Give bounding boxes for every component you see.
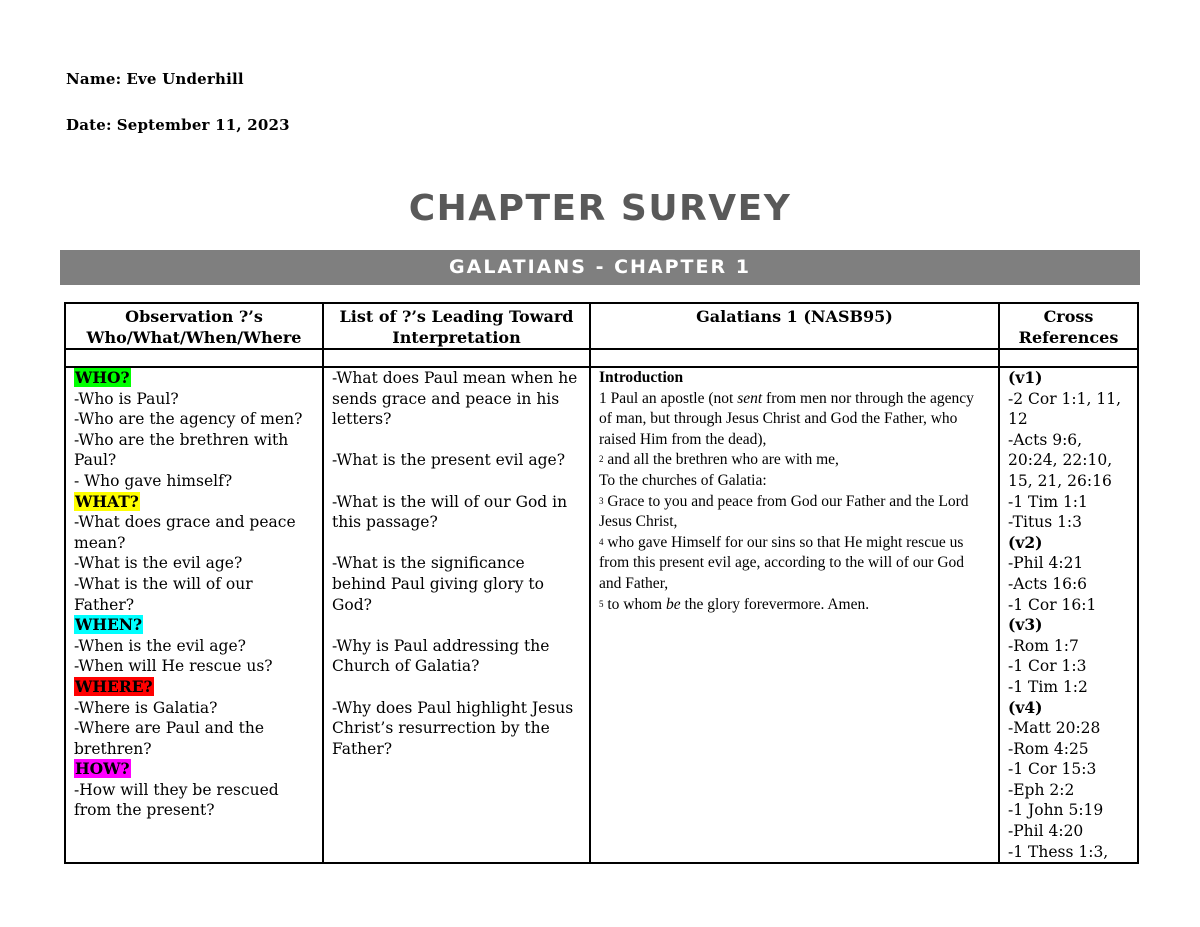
header-observation-line2: Who/What/When/Where: [86, 328, 302, 347]
header-cross-line1: Cross: [1043, 307, 1094, 326]
verse-2-continued: To the churches of Galatia:: [599, 471, 767, 489]
cross-reference: -Phil 4:21: [1008, 554, 1084, 573]
category-label-what: WHAT?: [75, 491, 139, 511]
observation-question: -Who are the brethren with Paul?: [74, 430, 289, 470]
cross-reference: -1 Cor 16:1: [1008, 595, 1097, 614]
verse-reference-label: (v3): [1008, 615, 1043, 635]
question-gap: [332, 677, 581, 698]
spacer-cell: [65, 349, 323, 367]
observation-cell: [65, 367, 323, 863]
observation-question: -When is the evil age?: [74, 636, 246, 655]
cross-reference: -Phil 4:20: [1008, 822, 1084, 841]
cross-reference: -1 Thess 1:3,: [1008, 842, 1109, 861]
table-body-row: [65, 367, 1138, 863]
observation-question: -How will they be rescued from the present?: [74, 780, 279, 820]
question-gap: [332, 430, 581, 451]
cross-references-list: [1008, 368, 1129, 862]
category-label-when: WHEN?: [75, 615, 143, 635]
category-label-how: HOW?: [75, 759, 130, 779]
name-label: Name:: [66, 70, 122, 88]
verse-5: $^5$ to whom be the glory forevermore. Amen.: [599, 595, 870, 613]
survey-table: [64, 302, 1139, 864]
spacer-cell: [323, 349, 590, 367]
header-passage: [590, 303, 999, 349]
observation-question: -What does grace and peace mean?: [74, 513, 296, 552]
header-questions: [323, 303, 590, 349]
category-label-where: WHERE?: [75, 676, 153, 696]
date-line: [66, 116, 290, 134]
verse-reference-label: (v4): [1008, 697, 1043, 717]
spacer-cell: [999, 349, 1138, 367]
table-spacer-row: [65, 349, 1138, 367]
observation-question: -What is the will of our Father?: [74, 574, 253, 614]
questions-list: [332, 368, 581, 759]
table-header-row: [65, 303, 1138, 349]
date-value: September 11, 2023: [116, 116, 290, 134]
question-gap: [332, 471, 581, 492]
observation-question: -Who is Paul?: [74, 389, 179, 408]
cross-reference: -2 Cor 1:1, 11, 12: [1008, 389, 1122, 429]
interpretation-question: -Why is Paul addressing the Church of Galatia?: [332, 636, 550, 676]
cross-reference: -1 Tim 1:2: [1008, 677, 1088, 696]
cross-reference: -Matt 20:28: [1008, 719, 1101, 738]
header-questions-line2: Interpretation: [392, 328, 521, 347]
question-gap: [332, 615, 581, 636]
question-gap: [332, 533, 581, 554]
spacer-cell: [590, 349, 999, 367]
verse-1: 1 Paul an apostle (not sent from men nor through the agency of man, but through Jesus Christ and God the Father, who raised Him from the dead),: [599, 389, 974, 448]
interpretation-question: -What does Paul mean when he sends grace and peace in his letters?: [332, 369, 578, 429]
header-cross-line2: References: [1018, 328, 1119, 347]
interpretation-question: -What is the will of our God in this passage?: [332, 492, 568, 532]
verse-reference-label: (v2): [1008, 532, 1043, 552]
cross-reference: -Acts 16:6: [1008, 574, 1088, 593]
cross-reference: -Eph 2:2: [1008, 780, 1075, 799]
category-label-who: WHO?: [75, 368, 130, 387]
header-questions-line1: List of ?’s Leading Toward: [339, 307, 574, 326]
verse-reference-label: (v1): [1008, 368, 1043, 387]
interpretation-question: -Why does Paul highlight Jesus Christ’s resurrection by the Father?: [332, 698, 574, 758]
header-cross-references: [999, 303, 1138, 349]
cross-reference: -1 Tim 1:1: [1008, 492, 1088, 511]
name-value: Eve Underhill: [126, 70, 244, 88]
questions-cell: [323, 367, 590, 863]
passage-heading: Introduction: [599, 369, 684, 386]
verse-3: $^3$ Grace to you and peace from God our Father and the Lord Jesus Christ,: [599, 492, 969, 531]
cross-references-cell: [999, 367, 1138, 863]
name-line: [66, 70, 244, 88]
observation-question: -Who are the agency of men?: [74, 410, 303, 429]
header-observation: [65, 303, 323, 349]
observation-question: - Who gave himself?: [74, 471, 233, 490]
passage-text: [599, 368, 990, 615]
verse-2: $^2$ and all the brethren who are with me,: [599, 451, 839, 469]
header-observation-line1: Observation ?’s: [125, 307, 263, 326]
interpretation-question: -What is the significance behind Paul giving glory to God?: [332, 554, 544, 614]
passage-cell: [590, 367, 999, 863]
cross-reference: -1 Cor 15:3: [1008, 760, 1097, 779]
cross-reference: -Rom 1:7: [1008, 636, 1079, 655]
cross-reference: -Titus 1:3: [1008, 513, 1083, 532]
observation-question: -What is the evil age?: [74, 554, 243, 573]
date-label: Date:: [66, 116, 112, 134]
observation-question: -When will He rescue us?: [74, 657, 273, 676]
cross-reference: -1 John 5:19: [1008, 801, 1104, 820]
cross-reference: -1 Cor 1:3: [1008, 657, 1087, 676]
observation-question: -Where is Galatia?: [74, 698, 218, 717]
observation-list: [74, 368, 314, 821]
header-passage-line1: Galatians 1 (NASB95): [696, 307, 893, 326]
interpretation-question: -What is the present evil age?: [332, 451, 566, 470]
cross-reference: -Acts 9:6, 20:24, 22:10, 15, 21, 26:16: [1008, 430, 1113, 490]
page-title: CHAPTER SURVEY: [408, 188, 792, 229]
cross-reference: -Rom 4:25: [1008, 739, 1089, 758]
observation-question: -Where are Paul and the brethren?: [74, 719, 265, 758]
chapter-banner: GALATIANS - CHAPTER 1: [60, 250, 1140, 285]
verse-4: $^4$ who gave Himself for our sins so that He might rescue us from this present evil age, according to the will of our God and Father,: [599, 533, 965, 592]
